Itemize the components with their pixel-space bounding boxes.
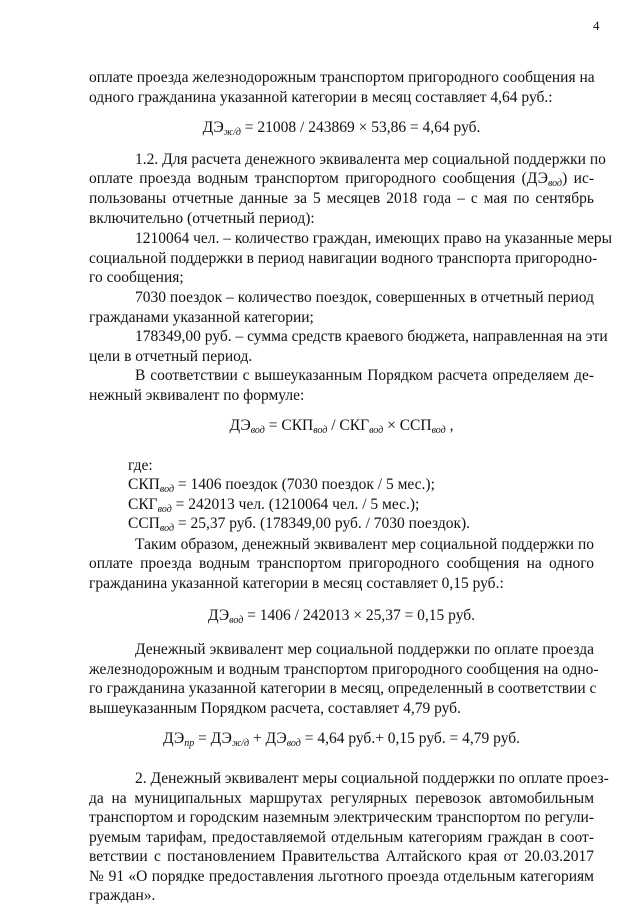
paragraph-line: вышеуказанным Порядком расчета, составляет 4,79 руб. xyxy=(89,700,461,717)
where-row: $ССП_{вод} = 25,37$ руб. (178349,00 руб. / 7030 поездок). xyxy=(128,515,471,534)
paragraph-line: гражданами указанной категории; xyxy=(89,309,314,326)
paragraph-line: цели в отчетный период. xyxy=(89,348,253,365)
paragraph-line: ветствии с постановлением Правительства Алтайского края от 20.03.2017 xyxy=(89,848,594,865)
paragraph-line: включительно (отчетный период): xyxy=(89,210,315,227)
paragraph-line: 2. Денежный эквивалент меры социальной поддержки по оплате проез- xyxy=(135,770,609,787)
paragraph-line: железнодорожным и водным транспортом пригородного сообщения на одно- xyxy=(89,661,599,678)
paragraph-line: нежный эквивалент по формуле: xyxy=(89,387,305,404)
paragraph-line: гражданина указанной категории в месяц составляет 0,15 руб.: xyxy=(89,575,504,592)
formula-total: $ДЭ_{пр} = ДЭ_{ж/д} + ДЭ_{вод} = 4,64$ руб.+ 0,15 руб. = 4,79 руб. xyxy=(162,730,521,749)
paragraph-line: одного гражданина указанной категории в месяц составляет 4,64 руб.: xyxy=(89,89,553,106)
paragraph-line: оплате проезда железнодорожным транспортом пригородного сообщения на xyxy=(89,69,595,86)
paragraph-line: В соответствии с вышеуказанным Порядком расчета определяем де- xyxy=(135,367,594,384)
formula-rail: $ДЭ_{ж/д} = 21008 / 243869 \times 53,86 = 4,64$ руб. xyxy=(202,119,481,138)
paragraph-line: да на муниципальных маршрутах регулярных перевозок автомобильным xyxy=(89,790,594,807)
paragraph-line: Таким образом, денежный эквивалент мер социальной поддержки по xyxy=(135,536,594,553)
paragraph-line: 7030 поездок – количество поездок, совершенных в отчетный период xyxy=(135,289,594,306)
paragraph-line: оплате проезда водным транспортом пригородного сообщения $(ДЭ_{вод})$ ис- xyxy=(89,170,595,189)
paragraph-line: 1210064 чел. – количество граждан, имеющих право на указанные меры xyxy=(135,230,613,247)
paragraph-line: оплате проезда водным транспортом пригородного сообщения на одного xyxy=(89,555,594,572)
paragraph-line: го гражданина указанной категории в месяц, определенный в соответствии с xyxy=(89,680,597,697)
paragraph-line: № 91 «О порядке предоставления льготного проезда отдельным категориям xyxy=(89,868,594,885)
formula-water-result: $ДЭ_{вод} = 1406 / 242013 \times 25,37 = 0,15$ руб. xyxy=(207,607,476,626)
paragraph-line: транспортом и городским наземным электрическим транспортом по регули- xyxy=(89,809,594,826)
where-label: где: xyxy=(128,457,153,474)
paragraph-line: социальной поддержки в период навигации водного транспорта пригородно- xyxy=(89,250,598,267)
paragraph-line: граждан». xyxy=(89,887,156,904)
paragraph-line: 178349,00 руб. – сумма средств краевого бюджета, направленная на эти xyxy=(135,328,608,345)
paragraph-line: Денежный эквивалент мер социальной поддержки по оплате проезда xyxy=(135,641,594,658)
where-row: $СКП_{вод} = 1406$ поездок (7030 поездок / 5 мес.); xyxy=(128,476,435,495)
paragraph-line: пользованы отчетные данные за 5 месяцев 2018 года – с мая по сентябрь xyxy=(89,190,594,207)
paragraph-line: 1.2. Для расчета денежного эквивалента мер социальной поддержки по xyxy=(135,151,606,168)
page-number: 4 xyxy=(593,18,600,33)
formula-water: $ДЭ_{вод} = СКП_{вод} / СКГ_{вод} \times ССП_{вод}$ , xyxy=(229,417,454,436)
paragraph-line: го сообщения; xyxy=(89,269,184,286)
where-row: $СКГ_{вод} = 242013$ чел. (1210064 чел. / 5 мес.); xyxy=(128,496,420,515)
paragraph-line: руемым тарифам, предоставляемой отдельным категориям граждан в соот- xyxy=(89,829,594,846)
